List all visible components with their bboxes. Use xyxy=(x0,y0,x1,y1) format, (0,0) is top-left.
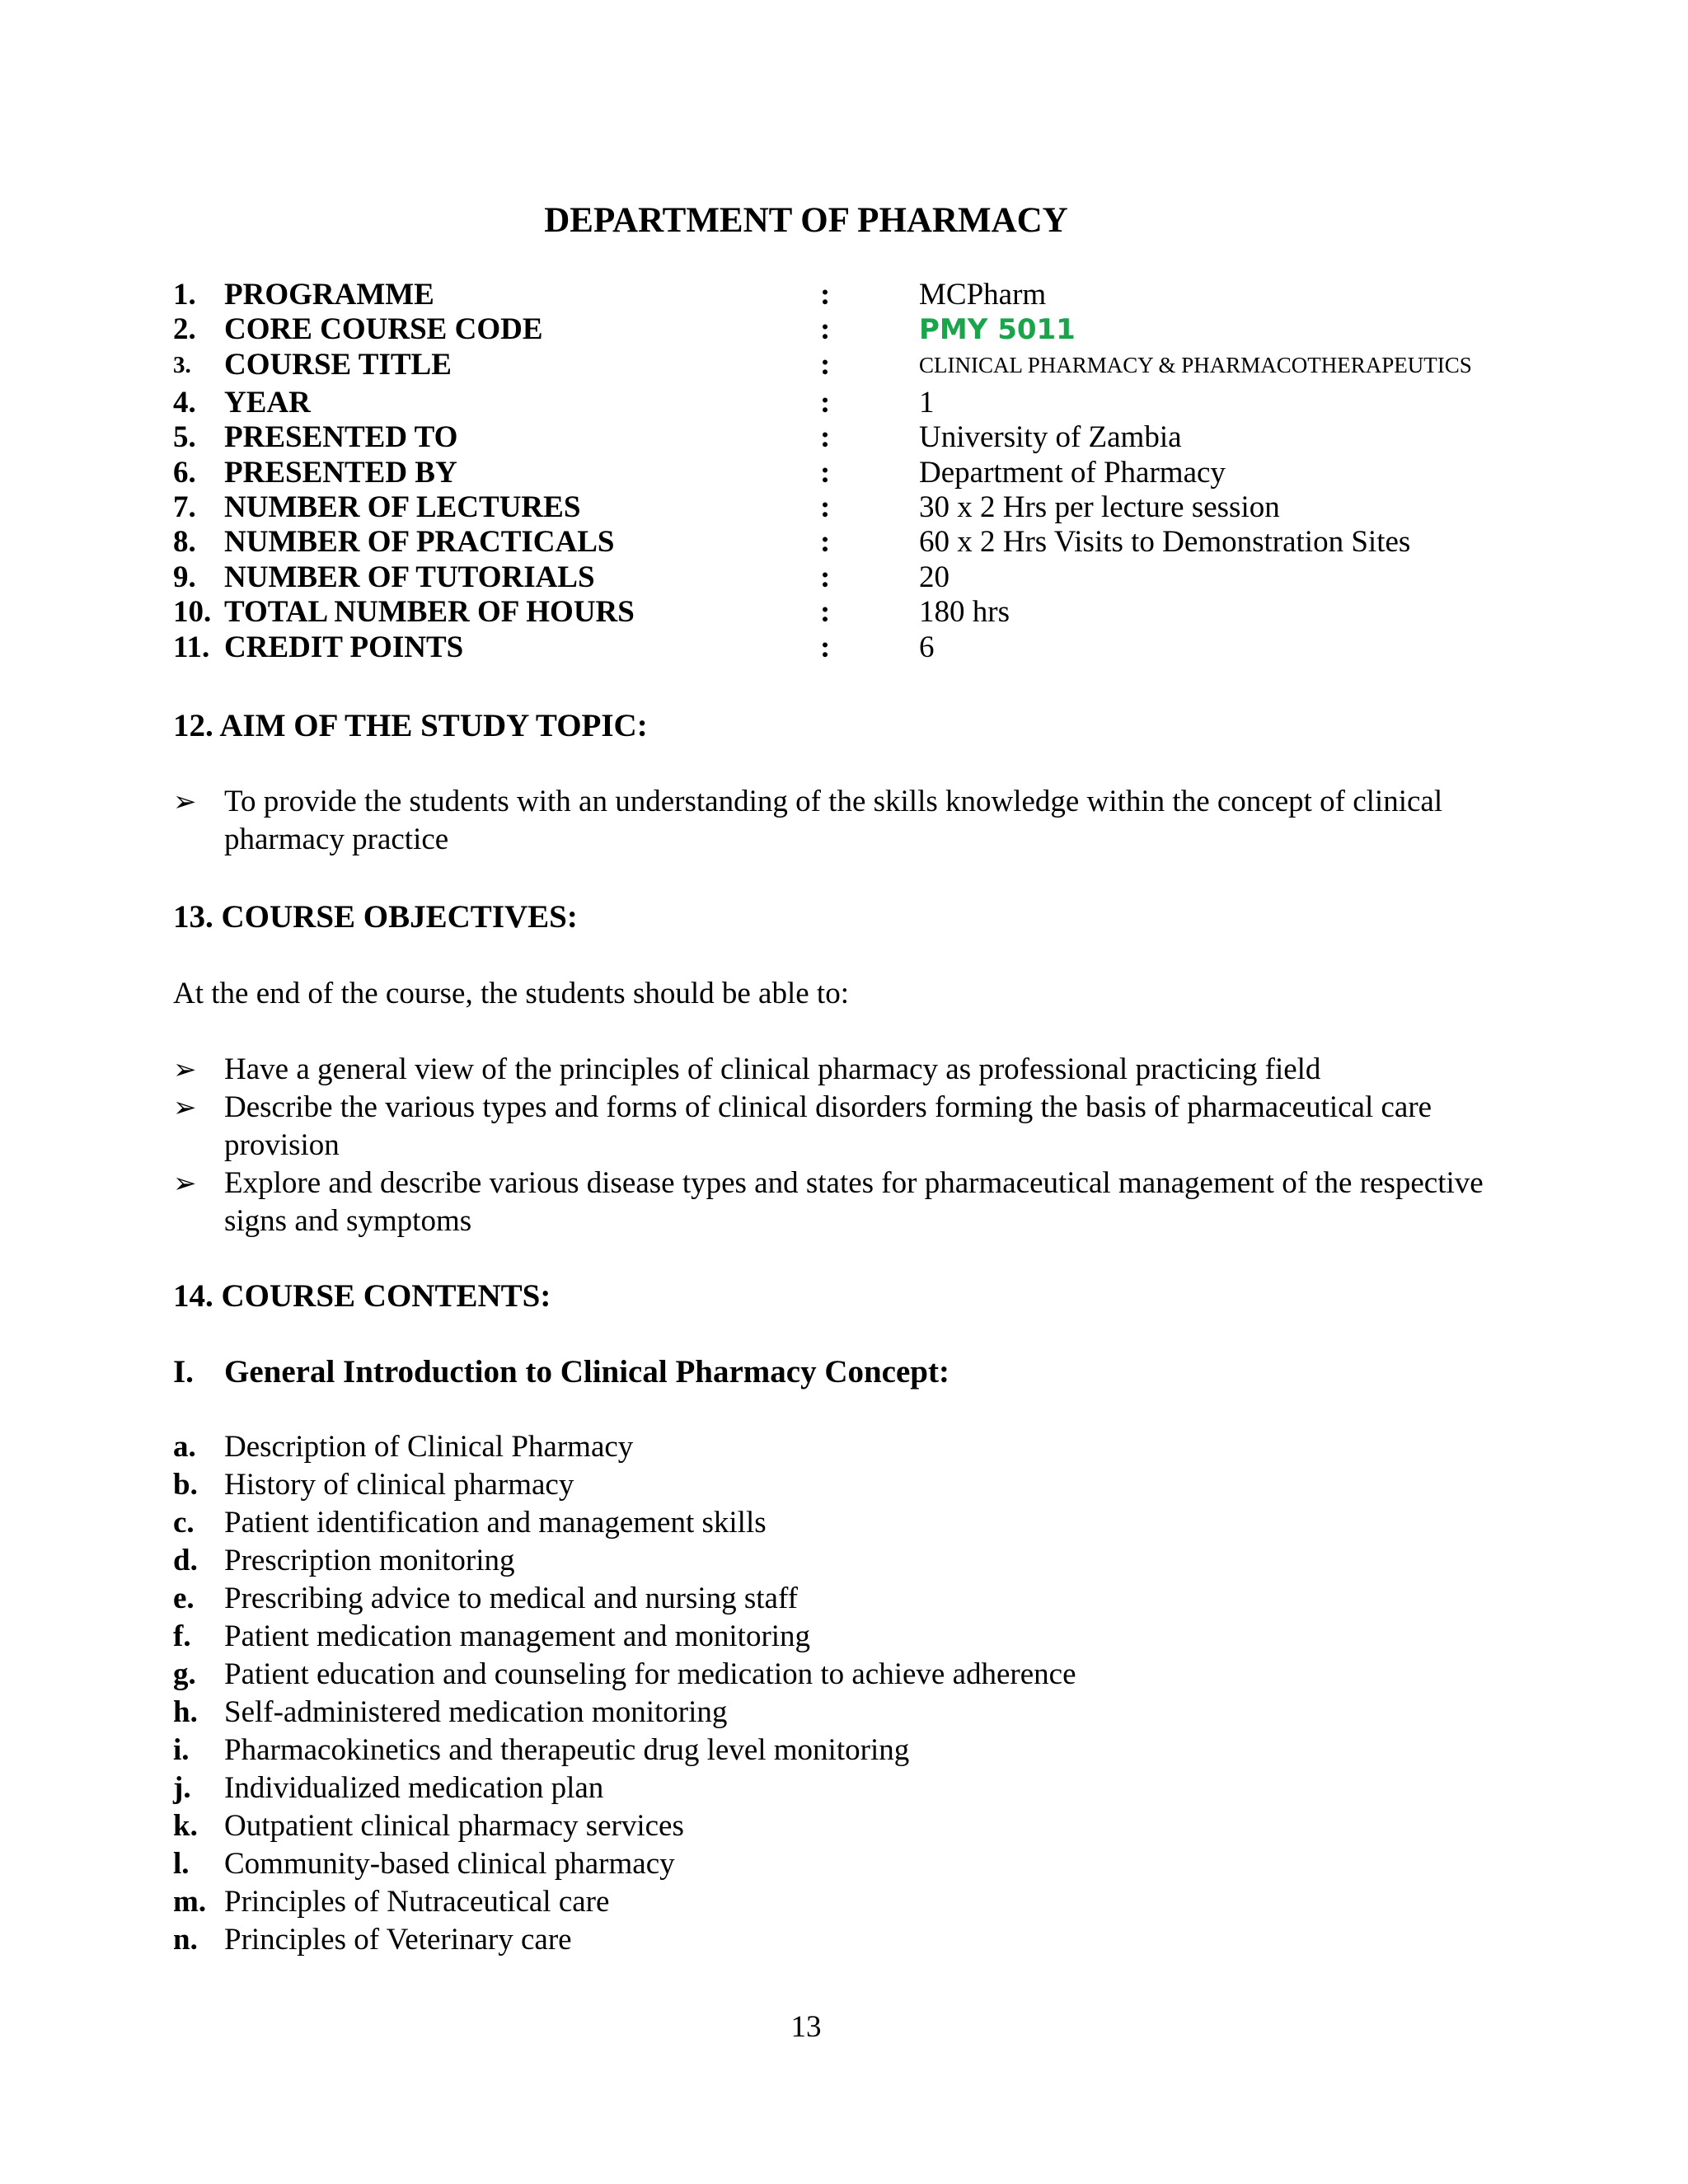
info-number: 10. xyxy=(173,595,212,630)
list-text: Description of Clinical Pharmacy xyxy=(224,1430,634,1464)
info-label: PRESENTED TO xyxy=(224,420,458,455)
bullet-text: Have a general view of the principles of clinical pharmacy as professional practicing field xyxy=(224,1052,1321,1086)
list-text: Principles of Nutraceutical care xyxy=(224,1885,610,1919)
bullet-text: To provide the students with an understanding of the skills knowledge within the concept of clinical pharmacy practice xyxy=(224,785,1443,856)
list-letter: j. xyxy=(173,1771,191,1805)
arrow-bullet-icon: ➢ xyxy=(173,1091,197,1124)
list-text: Community-based clinical pharmacy xyxy=(224,1847,675,1881)
info-label: CORE COURSE CODE xyxy=(224,312,543,347)
list-text: Principles of Veterinary care xyxy=(224,1923,572,1957)
objective-bullet xyxy=(173,1165,1492,1240)
info-value: 30 x 2 Hrs per lecture session xyxy=(919,490,1280,524)
objective-bullet xyxy=(173,1051,1492,1089)
info-label: NUMBER OF PRACTICALS xyxy=(224,525,615,560)
list-text: Outpatient clinical pharmacy services xyxy=(224,1809,684,1843)
list-text: Patient education and counseling for medication to achieve adherence xyxy=(224,1657,1076,1691)
list-text: Individualized medication plan xyxy=(224,1771,604,1805)
info-label: CREDIT POINTS xyxy=(224,630,464,664)
page-title: DEPARTMENT OF PHARMACY xyxy=(544,201,1068,240)
course-code-value: PMY 5011 xyxy=(919,313,1076,347)
info-number: 8. xyxy=(173,525,196,560)
objectives-heading: 13. COURSE OBJECTIVES: xyxy=(173,899,578,935)
info-value: Department of Pharmacy xyxy=(919,455,1226,490)
info-number: 7. xyxy=(173,490,196,524)
info-colon: : xyxy=(820,278,831,312)
info-value: 6 xyxy=(919,630,935,664)
list-letter: a. xyxy=(173,1430,196,1464)
info-number: 3. xyxy=(173,351,191,378)
list-text: Prescription monitoring xyxy=(224,1544,515,1577)
page-number: 13 xyxy=(790,2010,822,2044)
contents-subheading xyxy=(173,1353,950,1391)
subheading-text: General Introduction to Clinical Pharmacy Concept: xyxy=(224,1354,950,1390)
list-text: Prescribing advice to medical and nursing staff xyxy=(224,1582,798,1615)
aim-heading: 12. AIM OF THE STUDY TOPIC: xyxy=(173,708,648,743)
objective-bullet xyxy=(173,1089,1492,1165)
info-number: 1. xyxy=(173,278,196,312)
objectives-bullets xyxy=(173,1051,1492,1240)
info-label: PRESENTED BY xyxy=(224,455,457,490)
list-letter: g. xyxy=(173,1657,196,1691)
info-label: NUMBER OF LECTURES xyxy=(224,490,581,524)
subheading-number: I. xyxy=(173,1354,194,1390)
info-label: YEAR xyxy=(224,385,311,419)
list-text: Self-administered medication monitoring xyxy=(224,1695,728,1729)
list-letter: l. xyxy=(173,1847,190,1881)
info-value: 1 xyxy=(919,385,935,419)
list-letter: k. xyxy=(173,1809,198,1843)
list-letter: e. xyxy=(173,1582,195,1615)
list-text: Pharmacokinetics and therapeutic drug level monitoring xyxy=(224,1733,910,1767)
list-letter: m. xyxy=(173,1885,207,1919)
aim-bullets xyxy=(173,783,1492,859)
info-label: NUMBER OF TUTORIALS xyxy=(224,560,595,594)
info-value: 60 x 2 Hrs Visits to Demonstration Sites xyxy=(919,525,1411,560)
info-value: 20 xyxy=(919,560,950,594)
list-letter: n. xyxy=(173,1923,198,1957)
info-value: 180 hrs xyxy=(919,595,1010,630)
info-colon: : xyxy=(820,525,831,560)
bullet-text: Explore and describe various disease types and states for pharmaceutical management of the respective signs and symptoms xyxy=(224,1166,1484,1238)
info-number: 5. xyxy=(173,420,196,455)
arrow-bullet-icon: ➢ xyxy=(173,1167,197,1200)
info-number: 4. xyxy=(173,385,196,419)
course-title-value: CLINICAL PHARMACY & PHARMACOTHERAPEUTICS xyxy=(919,352,1472,377)
list-text: Patient identification and management skills xyxy=(224,1506,767,1540)
info-number: 11. xyxy=(173,630,210,664)
list-letter: c. xyxy=(173,1506,195,1540)
info-colon: : xyxy=(820,385,831,419)
info-value: MCPharm xyxy=(919,278,1047,312)
info-colon: : xyxy=(820,630,831,664)
info-label: TOTAL NUMBER OF HOURS xyxy=(224,595,635,630)
info-colon: : xyxy=(820,312,831,347)
info-number: 6. xyxy=(173,455,196,490)
bullet-text: Describe the various types and forms of clinical disorders forming the basis of pharmaceutical care provision xyxy=(224,1090,1432,1162)
info-value: University of Zambia xyxy=(919,420,1182,455)
info-colon: : xyxy=(820,455,831,490)
objectives-intro: At the end of the course, the students should be able to: xyxy=(173,977,849,1010)
list-letter: i. xyxy=(173,1733,190,1767)
list-letter: d. xyxy=(173,1544,198,1577)
info-number: 9. xyxy=(173,560,196,594)
info-colon: : xyxy=(820,420,831,455)
info-label: PROGRAMME xyxy=(224,278,434,312)
contents-heading: 14. COURSE CONTENTS: xyxy=(173,1278,551,1314)
info-label: COURSE TITLE xyxy=(224,347,452,382)
info-number: 2. xyxy=(173,312,196,347)
list-text: Patient medication management and monitoring xyxy=(224,1619,811,1653)
list-text: History of clinical pharmacy xyxy=(224,1468,574,1502)
list-letter: h. xyxy=(173,1695,198,1729)
info-colon: : xyxy=(820,595,831,630)
list-letter: b. xyxy=(173,1468,198,1502)
aim-bullet xyxy=(173,783,1492,859)
info-colon: : xyxy=(820,347,831,382)
arrow-bullet-icon: ➢ xyxy=(173,1053,197,1086)
info-colon: : xyxy=(820,560,831,594)
list-letter: f. xyxy=(173,1619,191,1653)
arrow-bullet-icon: ➢ xyxy=(173,785,197,818)
info-colon: : xyxy=(820,490,831,524)
